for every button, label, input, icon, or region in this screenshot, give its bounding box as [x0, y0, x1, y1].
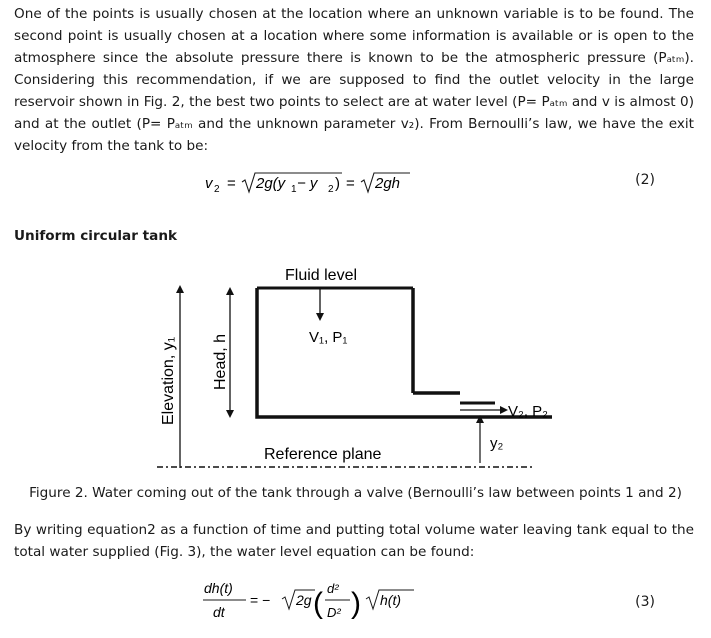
- fluid-level-label: Fluid level: [285, 267, 358, 284]
- v1p1-label: V₁, P₁: [309, 329, 348, 346]
- equation-2-svg: [205, 170, 445, 196]
- eq2-equals-2: =: [346, 175, 355, 192]
- eq3-denominator: dt: [213, 604, 225, 620]
- figure-caption: Figure 2. Water coming out of the tank through a valve (Bernoulli’s law between points 1 and 2): [29, 485, 682, 501]
- eq2-rad1-end: ): [335, 175, 340, 192]
- equation-2-number: (2): [635, 172, 655, 188]
- tank-outer-wall: [257, 288, 552, 417]
- elevation-arrowhead: [176, 285, 184, 293]
- eq2-v: v: [205, 175, 213, 192]
- v2-arrowhead: [500, 406, 508, 414]
- eq2-equals: =: [227, 175, 236, 192]
- eq3-paren-right: ): [351, 587, 361, 620]
- figure-tank-diagram: [140, 255, 560, 477]
- head-label: Head, h: [212, 333, 229, 390]
- eq2-rad1: 2g(y: [256, 175, 286, 192]
- paragraph-intro: One of the points is usually chosen at the location where an unknown variable is to be found. The second point is usually chosen at a location where some information is available or is open to the atmosphere since the absolute pressure there is known to be the atmospheric pressure (Pₐₜₘ). Considering this recommendation, if we are supposed to find the outlet velocity in the large reservoir shown in Fig. 2, the best two points to select are at water level (P= Pₐₜₘ and v is almost 0) and at the outlet (P= Pₐₜₘ and the unknown parameter v₂). From Bernoulli’s law, we have the exit velocity from the tank to be:: [14, 6, 694, 154]
- eq3-equals: = −: [250, 592, 271, 608]
- y2-label: y₂: [490, 435, 504, 452]
- eq2-rad1-sub1: 1: [291, 184, 297, 195]
- v1-arrowhead: [316, 313, 324, 321]
- eq3-2g: 2g: [296, 592, 312, 608]
- equation-3: [200, 574, 440, 630]
- eq2-rad1-sub2: 2: [328, 184, 334, 195]
- paragraph-equation-3-intro: By writing equation2 as a function of time and putting total volume water leaving tank equal to the total water supplied (Fig. 3), the water level equation can be found:: [14, 522, 694, 560]
- eq3-ht: h(t): [380, 592, 401, 608]
- section-heading: Uniform circular tank: [14, 228, 178, 244]
- equation-3-svg: [200, 574, 440, 630]
- eq3-D2: D²: [327, 605, 341, 620]
- eq2-rad1-mid: − y: [297, 175, 318, 192]
- eq2-v-sub: 2: [214, 184, 220, 195]
- reference-plane-label: Reference plane: [264, 446, 382, 463]
- elevation-label: Elevation, y₁: [160, 336, 177, 425]
- eq3-paren-left: (: [313, 587, 323, 620]
- v2p2-label: V₂, P₂: [508, 403, 548, 420]
- head-arrow-top: [226, 287, 234, 295]
- eq2-rad2: 2gh: [375, 175, 401, 192]
- head-arrow-bottom: [226, 410, 234, 418]
- eq3-numerator: dh(t): [204, 580, 233, 596]
- equation-3-number: (3): [635, 594, 655, 610]
- eq3-d2: d²: [327, 581, 339, 596]
- equation-2: [205, 170, 445, 196]
